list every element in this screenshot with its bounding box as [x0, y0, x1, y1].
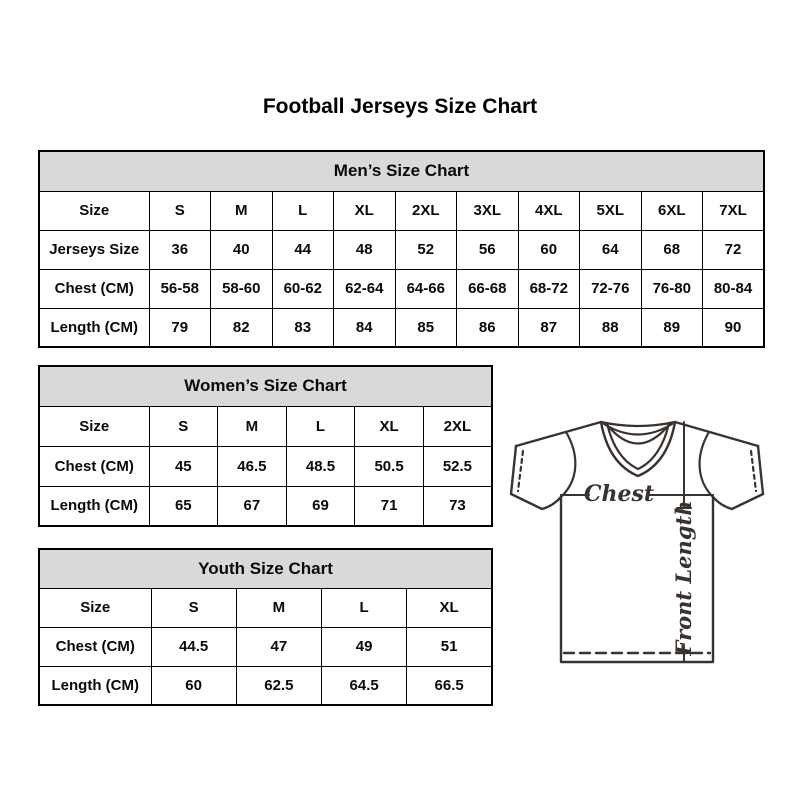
value-cell: 62-64 [334, 269, 396, 308]
table-row [39, 366, 492, 406]
value-cell: 86 [457, 308, 519, 347]
value-cell: 73 [423, 486, 492, 526]
table-row [39, 486, 492, 526]
value-cell: 87 [518, 308, 580, 347]
row-header: Size [39, 406, 149, 446]
size-cell: 7XL [703, 191, 765, 230]
jersey-outline [713, 446, 763, 509]
value-cell: 68-72 [518, 269, 580, 308]
size-cell: XL [355, 406, 424, 446]
row-header: Jerseys Size [39, 230, 149, 269]
value-cell: 66-68 [457, 269, 519, 308]
value-cell: 62.5 [236, 666, 321, 705]
size-cell: L [272, 191, 334, 230]
mens-table-title: Men’s Size Chart [39, 151, 764, 191]
size-cell: XL [407, 588, 492, 627]
womens-table-title: Women’s Size Chart [39, 366, 492, 406]
row-header: Length (CM) [39, 486, 149, 526]
value-cell: 50.5 [355, 446, 424, 486]
value-cell: 83 [272, 308, 334, 347]
youth-table-title: Youth Size Chart [39, 549, 492, 588]
value-cell: 85 [395, 308, 457, 347]
table-row [39, 406, 492, 446]
value-cell: 51 [407, 627, 492, 666]
value-cell: 45 [149, 446, 218, 486]
size-cell: 3XL [457, 191, 519, 230]
row-header: Length (CM) [39, 666, 151, 705]
size-cell: L [286, 406, 355, 446]
value-cell: 89 [641, 308, 703, 347]
value-cell: 60-62 [272, 269, 334, 308]
table-row [39, 191, 764, 230]
value-cell: 66.5 [407, 666, 492, 705]
value-cell: 44.5 [151, 627, 236, 666]
value-cell: 49 [322, 627, 407, 666]
value-cell: 44 [272, 230, 334, 269]
size-cell: 2XL [423, 406, 492, 446]
page-title: Football Jerseys Size Chart [262, 95, 538, 118]
table-row [39, 308, 764, 347]
value-cell: 40 [211, 230, 273, 269]
value-cell: 48 [334, 230, 396, 269]
value-cell: 60 [518, 230, 580, 269]
table-row [39, 549, 492, 588]
table-row [39, 269, 764, 308]
size-cell: 2XL [395, 191, 457, 230]
size-cell: S [149, 191, 211, 230]
jersey-outline [511, 446, 561, 509]
table-row [39, 627, 492, 666]
row-header: Size [39, 191, 149, 230]
value-cell: 64 [580, 230, 642, 269]
value-cell: 88 [580, 308, 642, 347]
womens-size-table [38, 365, 493, 527]
jersey-seam [562, 432, 575, 496]
value-cell: 46.5 [218, 446, 287, 486]
table-row [39, 230, 764, 269]
size-cell: S [151, 588, 236, 627]
collar-outline [601, 422, 675, 426]
jersey-outline [675, 422, 758, 446]
value-cell: 60 [151, 666, 236, 705]
row-header: Length (CM) [39, 308, 149, 347]
value-cell: 67 [218, 486, 287, 526]
youth-size-table [38, 548, 493, 706]
cuff-dashed-line [751, 451, 756, 491]
size-cell: M [211, 191, 273, 230]
value-cell: 76-80 [641, 269, 703, 308]
size-cell: 4XL [518, 191, 580, 230]
table-row [39, 151, 764, 191]
table-row [39, 588, 492, 627]
value-cell: 68 [641, 230, 703, 269]
row-header: Size [39, 588, 151, 627]
table-row [39, 666, 492, 705]
cuff-dashed-line [518, 451, 523, 491]
value-cell: 56-58 [149, 269, 211, 308]
value-cell: 72-76 [580, 269, 642, 308]
jersey-seam [700, 432, 712, 496]
value-cell: 71 [355, 486, 424, 526]
value-cell: 72 [703, 230, 765, 269]
size-cell: XL [334, 191, 396, 230]
value-cell: 36 [149, 230, 211, 269]
size-cell: M [218, 406, 287, 446]
value-cell: 64-66 [395, 269, 457, 308]
size-cell: 6XL [641, 191, 703, 230]
jersey-measurement-diagram [500, 408, 775, 673]
value-cell: 64.5 [322, 666, 407, 705]
value-cell: 65 [149, 486, 218, 526]
value-cell: 56 [457, 230, 519, 269]
size-cell: M [236, 588, 321, 627]
value-cell: 58-60 [211, 269, 273, 308]
chest-label: Chest [583, 481, 655, 507]
mens-size-table [38, 150, 765, 348]
value-cell: 48.5 [286, 446, 355, 486]
value-cell: 90 [703, 308, 765, 347]
value-cell: 52.5 [423, 446, 492, 486]
value-cell: 47 [236, 627, 321, 666]
value-cell: 82 [211, 308, 273, 347]
size-cell: L [322, 588, 407, 627]
row-header: Chest (CM) [39, 446, 149, 486]
row-header: Chest (CM) [39, 269, 149, 308]
value-cell: 52 [395, 230, 457, 269]
value-cell: 84 [334, 308, 396, 347]
front-length-label: Front Length [671, 500, 696, 656]
jersey-outline [516, 422, 601, 446]
size-cell: S [149, 406, 218, 446]
row-header: Chest (CM) [39, 627, 151, 666]
value-cell: 79 [149, 308, 211, 347]
value-cell: 80-84 [703, 269, 765, 308]
table-row [39, 446, 492, 486]
size-cell: 5XL [580, 191, 642, 230]
value-cell: 69 [286, 486, 355, 526]
